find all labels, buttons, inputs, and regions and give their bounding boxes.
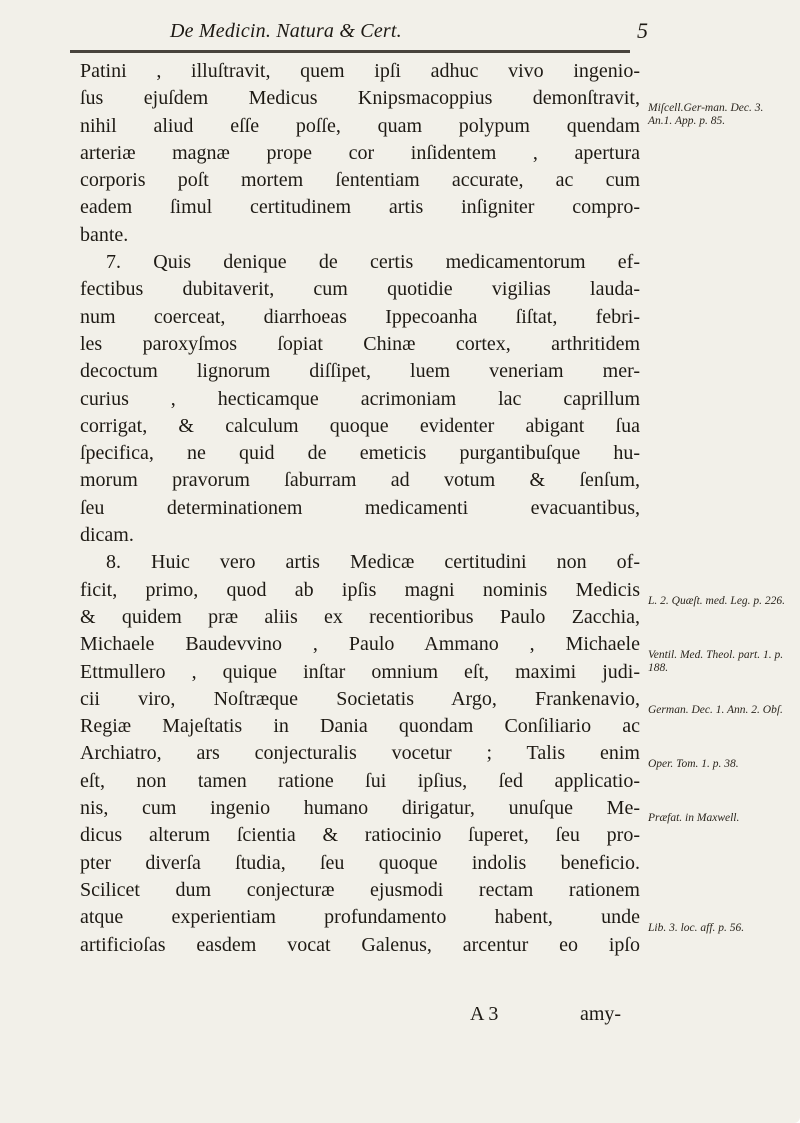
catchword: amy- <box>580 1003 622 1025</box>
text-line: fectibus dubitaverit, cum quotidie vigilias lauda- <box>80 278 640 301</box>
text-line: nis, cum ingenio humano dirigatur, unuſque Me- <box>80 797 640 820</box>
paragraph-7-start: 7. Quis denique de certis medicamentorum ef- <box>106 251 640 274</box>
text-line: Ettmullero , quique inſtar omnium eſt, maximi judi- <box>80 660 640 683</box>
text-line: & quidem præ aliis ex recentioribus Paulo Zacchia, <box>80 605 640 628</box>
page-number: 5 <box>637 18 648 43</box>
text-line: ſpecifica, ne quid de emeticis purgantibuſque hu- <box>80 442 640 465</box>
text-line: cii viro, Noſtræque Societatis Argo, Frankenavio, <box>80 687 640 710</box>
text-line: atque experientiam profundamento habent, unde <box>80 906 640 929</box>
text-line: Patini , illuſtravit, quem ipſi adhuc vivo ingenio- <box>80 60 640 82</box>
margin-note: Oper. Tom. 1. p. 38. <box>648 758 739 770</box>
page-header <box>70 10 648 58</box>
text-line: eſt, non tamen ratione ſui ipſius, ſed applicatio- <box>80 769 640 792</box>
text-line: artificioſas easdem vocat Galenus, arcentur eo ipſo <box>80 933 640 956</box>
text-line: decoctum lignorum diſſipet, luem veneriam mer- <box>80 360 640 383</box>
text-line: curius , hecticamque acrimoniam lac caprillum <box>80 387 640 410</box>
header-rule <box>70 50 630 53</box>
text-line: eadem ſimul certitudinem artis inſigniter compro- <box>80 196 640 219</box>
text-line: dicus alterum ſcientia & ratiocinio ſuperet, ſeu pro- <box>80 824 640 847</box>
main-text <box>80 58 640 959</box>
text-line: nihil aliud eſſe poſſe, quam polypum quendam <box>80 114 640 137</box>
text-line: num coerceat, diarrhoeas Ippecoanha ſiſtat, febri- <box>80 305 640 328</box>
margin-note: Lib. 3. loc. aff. p. 56. <box>648 922 745 934</box>
text-line: Regiæ Majeſtatis in Dania quondam Conſiliario ac <box>80 715 640 738</box>
text-line: morum pravorum ſaburram ad votum & ſenſum, <box>80 469 640 492</box>
margin-note: German. Dec. 1. Ann. 2. Obſ. <box>648 704 783 716</box>
margin-note: L. 2. Quæſt. med. Leg. p. 226. <box>648 595 786 607</box>
margin-note: Præfat. in Maxwell. <box>648 812 740 824</box>
text-line: bante. <box>80 223 129 246</box>
text-line: ſeu determinationem medicamenti evacuantibus, <box>80 496 640 519</box>
text-line: Archiatro, ars conjecturalis vocetur ; Talis enim <box>80 742 640 765</box>
text-line: les paroxyſmos ſopiat Chinæ cortex, arthritidem <box>80 332 640 355</box>
text-line: arteriæ magnæ prope cor inſidentem , apertura <box>80 141 640 164</box>
text-line: corrigat, & calculum quoque evidenter abigant ſua <box>80 414 640 437</box>
text-line: Scilicet dum conjecturæ ejusmodi rectam rationem <box>80 878 640 901</box>
text-line: pter diverſa ſtudia, ſeu quoque indolis beneficio. <box>80 851 640 874</box>
text-line: dicam. <box>80 524 134 547</box>
running-title: De Medicin. Natura & Cert. <box>170 20 402 42</box>
margin-note: Ventil. Med. Theol. part. 1. p. 188. <box>648 649 784 674</box>
text-line: ſus ejuſdem Medicus Knipsmacoppius demonſtravit, <box>80 87 640 110</box>
text-line: corporis poſt mortem ſententiam accurate, ac cum <box>80 169 640 192</box>
text-line: Michaele Baudevvino , Paulo Ammano , Michaele <box>80 633 640 656</box>
signature-mark: A 3 <box>470 1003 499 1025</box>
paragraph-8-start: 8. Huic vero artis Medicæ certitudini non of- <box>106 551 640 574</box>
margin-note: Miſcell.Ger-man. Dec. 3. An.1. App. p. 85. <box>648 102 764 127</box>
text-line: ficit, primo, quod ab ipſis magni nominis Medicis <box>80 578 640 601</box>
